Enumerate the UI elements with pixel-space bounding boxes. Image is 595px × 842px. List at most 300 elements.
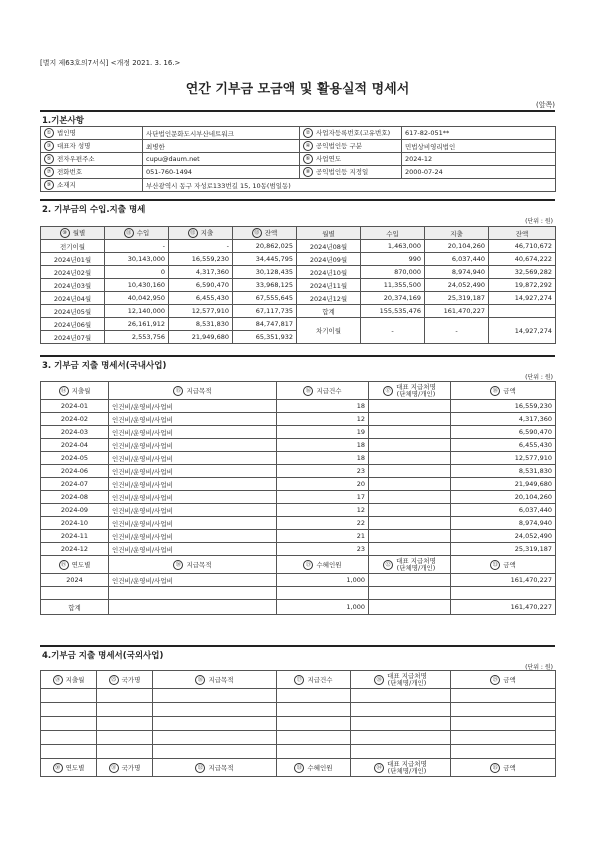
recipients-total: 1,000 [277, 600, 369, 615]
month-cell: 2024년08월 [297, 240, 361, 253]
purpose-cell: 인건비/운영비/사업비 [109, 543, 277, 556]
column-header: 지출 [425, 227, 489, 240]
field-label: 지급목적 [186, 560, 212, 569]
side-note: (앞쪽) [536, 101, 555, 109]
count-cell: 12 [277, 413, 369, 426]
table-cell [451, 731, 556, 745]
item-number: ㉚ [53, 763, 63, 773]
column-header [277, 759, 351, 777]
recipient-cell [369, 465, 451, 478]
blank-row [41, 703, 556, 717]
income-cell: 26,161,912 [105, 318, 169, 331]
income-cell: 20,374,169 [361, 292, 425, 305]
item-number: ④ [303, 141, 313, 151]
blank-row [41, 731, 556, 745]
recipient-cell [369, 439, 451, 452]
field-label: 금액 [503, 386, 516, 395]
field-value: 2024-12 [402, 153, 556, 166]
field-value: 617-82-051** [402, 127, 556, 140]
column-header [97, 759, 153, 777]
income-cell: 11,355,500 [361, 279, 425, 292]
purpose-cell: 인건비/운영비/사업비 [109, 491, 277, 504]
month-cell: 2024-01 [41, 400, 109, 413]
field-label: 소재지 [57, 181, 76, 189]
month-cell: 2024년01월 [41, 253, 105, 266]
field-label-cell [41, 127, 143, 140]
field-value: 2000-07-24 [402, 166, 556, 179]
field-label: 법인명 [57, 129, 76, 137]
month-cell: 2024년07월 [41, 331, 105, 344]
field-label-cell [300, 153, 402, 166]
field-label: 지출월 [65, 675, 85, 684]
table-cell [153, 703, 277, 717]
field-label-cell [41, 140, 143, 153]
info-row [41, 166, 556, 179]
recipient-cell [369, 478, 451, 491]
recipient-cell [369, 504, 451, 517]
column-header [41, 759, 97, 777]
column-header [41, 671, 97, 689]
item-number: ⑰ [383, 386, 393, 396]
balance-cell: 19,872,292 [489, 279, 556, 292]
count-cell: 23 [277, 543, 369, 556]
field-label: 금액 [503, 560, 516, 569]
header-text: 대표 지급처명 (단체명/개인) [396, 382, 436, 398]
month-cell: 2024-08 [41, 491, 109, 504]
table-cell [97, 731, 153, 745]
purpose-cell: 인건비/운영비/사업비 [109, 426, 277, 439]
blank-row [41, 717, 556, 731]
monthly-row [41, 292, 556, 305]
blank-row [41, 689, 556, 703]
field-value: 최병한 [143, 140, 300, 153]
item-number: ⑨ [44, 180, 54, 190]
column-header [277, 382, 369, 400]
item-number: ⑱ [490, 386, 500, 396]
table-cell [451, 587, 556, 600]
header-row [41, 671, 556, 689]
domestic-expense-table [40, 381, 556, 615]
table-cell [109, 587, 277, 600]
balance-cell: 67,555,645 [233, 292, 297, 305]
item-number: ⑩ [60, 228, 70, 238]
table-cell [369, 600, 451, 615]
field-label: 지급건수 [307, 675, 333, 684]
section4-heading: 4.기부금 지출 명세서(국외사업) [42, 651, 164, 661]
expense-row [41, 439, 556, 452]
amount-cell: 161,470,227 [451, 574, 556, 587]
month-cell: 2024-09 [41, 504, 109, 517]
balance-cell: 14,927,274 [489, 318, 556, 344]
table-cell [109, 600, 277, 615]
balance-cell: 84,747,817 [233, 318, 297, 331]
expense-cell: 20,104,260 [425, 240, 489, 253]
purpose-cell: 인건비/운영비/사업비 [109, 574, 277, 587]
section2-heading: 2. 기부금의 수입.지출 명세 [42, 205, 146, 215]
expense-cell: 6,590,470 [169, 279, 233, 292]
month-cell: 2024년03월 [41, 279, 105, 292]
table-cell [97, 717, 153, 731]
balance-cell: 40,674,222 [489, 253, 556, 266]
field-value: 051-760-1494 [143, 166, 300, 179]
table-cell [351, 745, 451, 759]
month-cell: 2024년09월 [297, 253, 361, 266]
expense-cell: 161,470,227 [425, 305, 489, 318]
table-cell [97, 689, 153, 703]
income-cell: 155,535,476 [361, 305, 425, 318]
purpose-cell: 인건비/운영비/사업비 [109, 478, 277, 491]
month-cell: 2024-11 [41, 530, 109, 543]
expense-cell: - [425, 318, 489, 344]
income-expense-table [40, 226, 556, 344]
amount-cell: 24,052,490 [451, 530, 556, 543]
column-header [169, 227, 233, 240]
field-label: 대표자 성명 [57, 142, 91, 150]
purpose-cell: 인건비/운영비/사업비 [109, 504, 277, 517]
expense-cell: 12,577,910 [169, 305, 233, 318]
amount-cell: 6,455,430 [451, 439, 556, 452]
income-cell: 990 [361, 253, 425, 266]
section3-unit: (단위 : 원) [525, 374, 553, 381]
header-row [41, 556, 556, 574]
month-cell: 합계 [297, 305, 361, 318]
field-label: 사업자등록번호(고유번호) [316, 129, 391, 137]
month-cell: 2024년05월 [41, 305, 105, 318]
count-cell: 22 [277, 517, 369, 530]
item-number: ⑥ [303, 154, 313, 164]
expense-cell: 16,559,230 [169, 253, 233, 266]
amount-cell: 6,037,440 [451, 504, 556, 517]
month-cell: 2024-04 [41, 439, 109, 452]
purpose-cell: 인건비/운영비/사업비 [109, 413, 277, 426]
recipient-cell [369, 413, 451, 426]
table-cell [153, 689, 277, 703]
item-number: ㉙ [490, 675, 500, 685]
column-header: 월별 [297, 227, 361, 240]
field-label: 금액 [503, 675, 516, 684]
expense-cell: 25,319,187 [425, 292, 489, 305]
expense-row [41, 543, 556, 556]
income-cell: 870,000 [361, 266, 425, 279]
expense-row [41, 413, 556, 426]
count-cell: 17 [277, 491, 369, 504]
monthly-row [41, 266, 556, 279]
month-cell: 2024년10월 [297, 266, 361, 279]
year-cell: 2024 [41, 574, 109, 587]
purpose-cell: 인건비/운영비/사업비 [109, 465, 277, 478]
count-cell: 12 [277, 504, 369, 517]
column-header [97, 671, 153, 689]
count-cell: 18 [277, 452, 369, 465]
expense-row [41, 491, 556, 504]
item-number: ⑭ [59, 386, 69, 396]
count-cell: 21 [277, 530, 369, 543]
section-divider [40, 355, 555, 357]
item-number: ③ [44, 141, 54, 151]
field-label: 연도별 [71, 560, 91, 569]
field-label: 지급목적 [208, 675, 234, 684]
amount-cell: 4,317,360 [451, 413, 556, 426]
field-label: 지급목적 [186, 386, 212, 395]
field-label-cell [300, 166, 402, 179]
column-header [41, 556, 109, 574]
section4-unit: (단위 : 원) [525, 664, 553, 671]
column-header [153, 759, 277, 777]
field-label: 지급건수 [316, 386, 342, 395]
field-value: 민법상비영리법인 [402, 140, 556, 153]
expense-cell: 6,037,440 [425, 253, 489, 266]
recipient-cell [369, 400, 451, 413]
amount-cell: 21,949,680 [451, 478, 556, 491]
header-text: 대표 지급처명 (단체명/개인) [387, 671, 427, 687]
expense-cell: 24,052,490 [425, 279, 489, 292]
expense-row [41, 400, 556, 413]
purpose-cell: 인건비/운영비/사업비 [109, 530, 277, 543]
field-label: 전화번호 [57, 168, 83, 176]
recipient-cell [369, 530, 451, 543]
month-cell: 2024-03 [41, 426, 109, 439]
balance-cell: 67,117,735 [233, 305, 297, 318]
field-label-cell [41, 153, 143, 166]
table-cell [41, 703, 97, 717]
item-number: ㉑ [303, 560, 313, 570]
table-cell [97, 745, 153, 759]
address-value: 부산광역시 동구 자성로133번길 15, 10동(범일동) [143, 179, 556, 192]
field-label-cell [41, 179, 143, 192]
recipients-cell: 1,000 [277, 574, 369, 587]
table-cell [277, 731, 351, 745]
month-cell: 2024년02월 [41, 266, 105, 279]
field-label: 공익법인등 구분 [316, 142, 363, 150]
column-header [369, 382, 451, 400]
expense-cell: 8,531,830 [169, 318, 233, 331]
income-cell: 30,143,000 [105, 253, 169, 266]
balance-cell: 14,927,274 [489, 292, 556, 305]
expense-row [41, 426, 556, 439]
column-header [451, 382, 556, 400]
balance-cell: 20,862,025 [233, 240, 297, 253]
column-header [233, 227, 297, 240]
field-label: 국가명 [121, 763, 141, 772]
purpose-cell: 인건비/운영비/사업비 [109, 517, 277, 530]
column-header: 수입 [361, 227, 425, 240]
table-cell [41, 731, 97, 745]
section-divider [40, 199, 555, 201]
item-number: ② [303, 128, 313, 138]
item-number: ⑫ [188, 228, 198, 238]
balance-cell: 46,710,672 [489, 240, 556, 253]
monthly-row [41, 318, 556, 331]
month-cell: 2024-12 [41, 543, 109, 556]
purpose-cell: 인건비/운영비/사업비 [109, 400, 277, 413]
field-value: 사단법인문화도시부산네트워크 [143, 127, 300, 140]
blank-row [41, 745, 556, 759]
field-label: 연도별 [65, 763, 85, 772]
balance-cell: 65,351,932 [233, 331, 297, 344]
field-value: cupu@daum.net [143, 153, 300, 166]
header-row [41, 382, 556, 400]
count-cell: 23 [277, 465, 369, 478]
amount-cell: 8,974,940 [451, 517, 556, 530]
overseas-expense-table [40, 670, 556, 777]
recipient-cell [369, 543, 451, 556]
amount-cell: 20,104,260 [451, 491, 556, 504]
count-cell: 19 [277, 426, 369, 439]
item-number: ⑲ [59, 560, 69, 570]
item-number: ⑮ [173, 386, 183, 396]
column-header [369, 556, 451, 574]
item-number: ⑦ [44, 167, 54, 177]
monthly-row [41, 305, 556, 318]
recipient-cell [369, 574, 451, 587]
header-row [41, 759, 556, 777]
column-header [105, 227, 169, 240]
column-header [451, 759, 556, 777]
field-label: 금액 [503, 763, 516, 772]
column-header [451, 671, 556, 689]
income-cell: - [361, 318, 425, 344]
item-number: ⑧ [303, 167, 313, 177]
income-cell: 0 [105, 266, 169, 279]
item-number: ⑯ [303, 386, 313, 396]
address-row [41, 179, 556, 192]
recipient-cell [369, 426, 451, 439]
table-cell [277, 703, 351, 717]
balance-cell: 33,968,125 [233, 279, 297, 292]
expense-cell: 4,317,360 [169, 266, 233, 279]
monthly-row [41, 253, 556, 266]
table-cell [41, 717, 97, 731]
table-cell [41, 587, 109, 600]
table-cell [451, 717, 556, 731]
total-label: 합계 [41, 600, 109, 615]
expense-cell: 8,974,940 [425, 266, 489, 279]
income-cell: 1,463,000 [361, 240, 425, 253]
column-header [351, 759, 451, 777]
income-cell: 12,140,000 [105, 305, 169, 318]
income-cell: 2,553,756 [105, 331, 169, 344]
month-cell: 2024-02 [41, 413, 109, 426]
column-header: 잔액 [489, 227, 556, 240]
item-number: ㉛ [109, 763, 119, 773]
section-divider [40, 645, 555, 647]
month-cell: 2024-07 [41, 478, 109, 491]
recipient-cell [369, 517, 451, 530]
item-number: ㉜ [195, 763, 205, 773]
count-cell: 18 [277, 439, 369, 452]
balance-cell: 32,569,282 [489, 266, 556, 279]
item-number: ㉒ [383, 560, 393, 570]
table-cell [369, 587, 451, 600]
month-cell: 2024년06월 [41, 318, 105, 331]
expense-row [41, 504, 556, 517]
income-cell: 10,430,160 [105, 279, 169, 292]
item-number: ㉝ [294, 763, 304, 773]
table-cell [277, 587, 369, 600]
form-reference: [별지 제63호의7서식] <개정 2021. 3. 16.> [40, 59, 181, 67]
section2-unit: (단위 : 원) [525, 218, 553, 225]
page-title: 연간 기부금 모금액 및 활용실적 명세서 [185, 82, 410, 97]
year-row [41, 574, 556, 587]
amount-cell: 16,559,230 [451, 400, 556, 413]
table-cell [277, 745, 351, 759]
column-header [277, 671, 351, 689]
header-text: 대표 지급처명 (단체명/개인) [396, 556, 436, 572]
total-row [41, 600, 556, 615]
income-cell: - [105, 240, 169, 253]
income-cell: 40,042,950 [105, 292, 169, 305]
expense-row [41, 465, 556, 478]
expense-row [41, 452, 556, 465]
section3-heading: 3. 기부금 지출 명세서(국내사업) [42, 361, 167, 371]
expense-cell: 6,455,430 [169, 292, 233, 305]
amount-cell: 6,590,470 [451, 426, 556, 439]
blank-row [41, 587, 556, 600]
column-header [451, 556, 556, 574]
field-label-cell [300, 127, 402, 140]
month-cell: 2024년12월 [297, 292, 361, 305]
field-label: 공익법인등 지정일 [316, 168, 369, 176]
count-cell: 18 [277, 400, 369, 413]
item-number: ㉕ [109, 675, 119, 685]
balance-cell: 34,445,795 [233, 253, 297, 266]
month-cell: 2024년11월 [297, 279, 361, 292]
column-header [41, 227, 105, 240]
table-cell [97, 703, 153, 717]
section-divider [40, 110, 555, 112]
field-label-cell [41, 166, 143, 179]
table-cell [153, 745, 277, 759]
balance-cell [489, 305, 556, 318]
info-row [41, 127, 556, 140]
table-cell [41, 745, 97, 759]
field-label: 잔액 [264, 229, 278, 237]
amount-cell: 12,577,910 [451, 452, 556, 465]
month-cell: 2024-10 [41, 517, 109, 530]
field-label: 국가명 [121, 675, 141, 684]
item-number: ㉖ [195, 675, 205, 685]
table-cell [351, 689, 451, 703]
recipient-cell [369, 452, 451, 465]
amount-total: 161,470,227 [451, 600, 556, 615]
info-row [41, 140, 556, 153]
item-number: ㉓ [490, 560, 500, 570]
month-cell: 2024-06 [41, 465, 109, 478]
item-number: ⑪ [124, 228, 134, 238]
item-number: ㉟ [490, 763, 500, 773]
purpose-cell: 인건비/운영비/사업비 [109, 439, 277, 452]
item-number: ⑳ [173, 560, 183, 570]
item-number: ① [44, 128, 54, 138]
field-label: 수입 [136, 229, 150, 237]
field-label: 지출월 [71, 386, 91, 395]
item-number: ㉞ [374, 763, 384, 773]
month-cell: 2024-05 [41, 452, 109, 465]
item-number: ㉗ [294, 675, 304, 685]
field-label-cell [300, 140, 402, 153]
amount-cell: 8,531,830 [451, 465, 556, 478]
field-label: 사업연도 [316, 155, 342, 163]
column-header [41, 382, 109, 400]
carry-forward-label: 차기이월 [297, 318, 361, 344]
balance-cell: 30,128,435 [233, 266, 297, 279]
table-cell [153, 717, 277, 731]
expense-row [41, 530, 556, 543]
field-label: 지급목적 [208, 763, 234, 772]
item-number: ㉘ [374, 675, 384, 685]
header-text: 대표 지급처명 (단체명/개인) [387, 759, 427, 775]
table-cell [451, 689, 556, 703]
